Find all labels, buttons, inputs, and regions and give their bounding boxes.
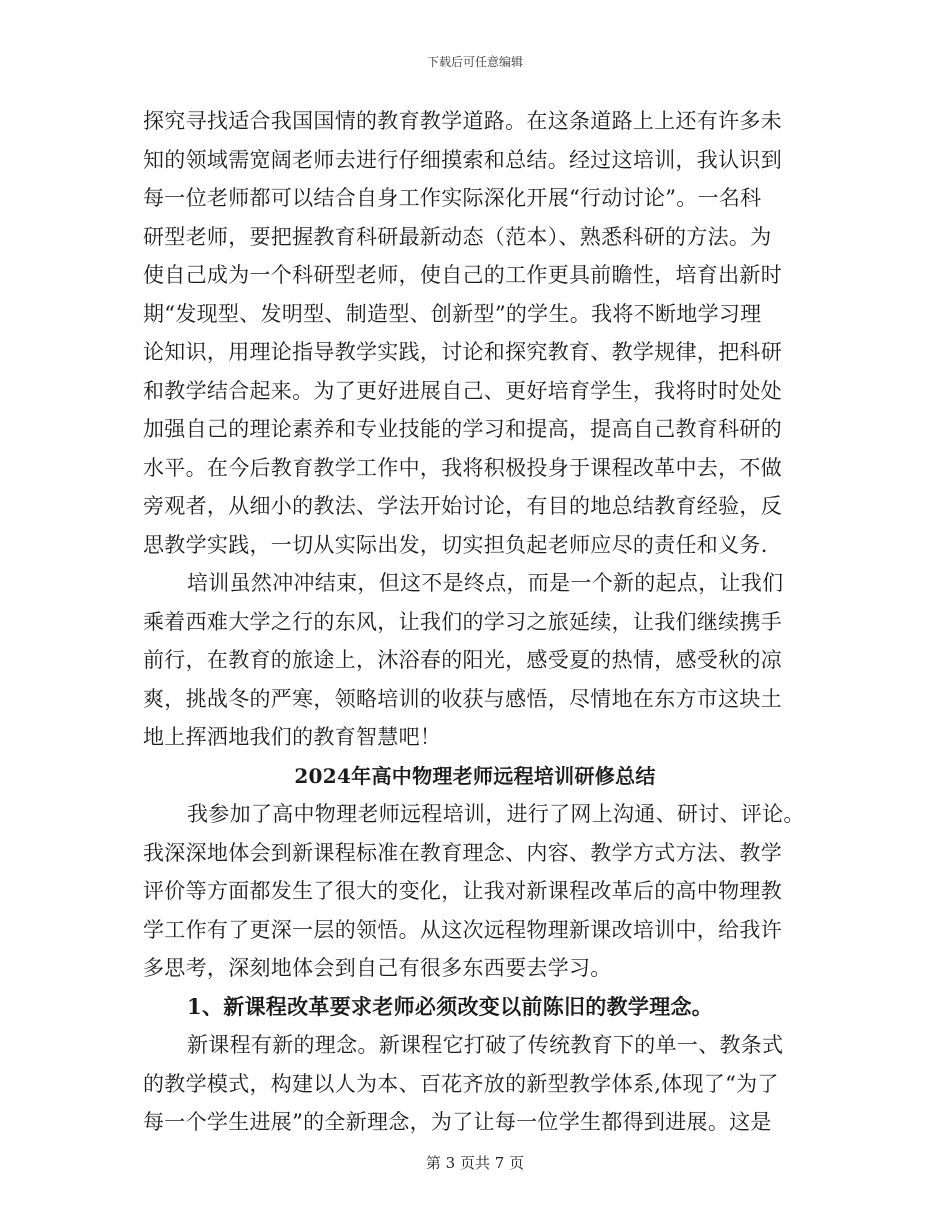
document-body bbox=[143, 102, 807, 1142]
paragraph-start-line: 新课程有新的理念。新课程它打破了传统教育下的单一、教条式 bbox=[187, 1033, 784, 1057]
text-line: 前行，在教育的旅途上，沐浴春的阳光，感受夏的热情，感受秋的凉 bbox=[143, 648, 782, 672]
text-line: 论知识，用理论指导教学实践，讨论和探究教育、教学规律，把科研 bbox=[143, 340, 782, 364]
text-line: 多思考，深刻地体会到自己有很多东西要去学习。 bbox=[143, 956, 612, 980]
page-footer: 第 3 页共 7 页 bbox=[425, 1154, 525, 1172]
section-heading: 1、新课程改革要求老师必须改变以前陈旧的教学理念。 bbox=[187, 993, 714, 1019]
text-line: 探究寻找适合我国国情的教育教学道路。在这条道路上上还有许多未 bbox=[143, 109, 782, 133]
text-line: 研型老师，要把握教育科研最新动态（范本）、熟悉科研的方法。为 bbox=[143, 224, 772, 249]
text-line: 地上挥洒地我们的教育智慧吧！ bbox=[143, 725, 442, 749]
text-line: 我深深地体会到新课程标准在教育理念、内容、教学方式方法、教学 bbox=[143, 840, 782, 865]
text-line: 知的领域需宽阔老师去进行仔细摸索和总结。经过这培训，我认识到 bbox=[143, 147, 782, 172]
text-line: 每一个学生进展”的全新理念，为了让每一位学生都得到进展。这是 bbox=[143, 1110, 772, 1134]
text-line: 爽，挑战冬的严寒，领略培训的收获与感悟，尽情地在东方市这块土 bbox=[143, 686, 782, 711]
text-line: 每一位老师都可以结合自身工作实际深化开展“行动讨论”。一名科 bbox=[143, 186, 762, 210]
text-line: 学工作有了更深一层的领悟。从这次远程物理新课改培训中，给我许 bbox=[143, 917, 782, 942]
page-header: 下载后可任意编辑 bbox=[426, 55, 523, 69]
text-line: 思教学实践，一切从实际出发，切实担负起老师应尽的责任和义务. bbox=[143, 532, 768, 557]
paragraph-start-line: 我参加了高中物理老师远程培训，进行了网上沟通、研讨、评论。 bbox=[187, 802, 805, 826]
section-title: 2024年高中物理老师远程培训研修总结 bbox=[294, 763, 656, 788]
text-line: 和教学结合起来。为了更好进展自己、更好培育学生，我将时时处处 bbox=[143, 378, 782, 403]
text-line: 评价等方面都发生了很大的变化，让我对新课程改革后的高中物理教 bbox=[143, 879, 782, 903]
text-line: 乘着西难大学之行的东风，让我们的学习之旅延续，让我们继续携手 bbox=[143, 609, 782, 634]
paragraph-start-line: 培训虽然冲冲结束，但这不是终点，而是一个新的起点，让我们 bbox=[187, 571, 784, 595]
text-line: 旁观者，从细小的教法、学法开始讨论，有目的地总结教育经验，反 bbox=[143, 494, 782, 518]
text-line: 使自己成为一个科研型老师，使自己的工作更具前瞻性，培育出新时 bbox=[143, 263, 782, 287]
text-line: 加强自己的理论素养和专业技能的学习和提高，提高自己教育科研的 bbox=[143, 417, 782, 441]
text-line: 的教学模式，构建以人为本、百花齐放的新型教学体系,体现了“为了 bbox=[143, 1071, 779, 1096]
text-line: 水平。在今后教育教学工作中，我将积极投身于课程改革中去，不做 bbox=[143, 455, 782, 480]
text-line: 期“发现型、发明型、制造型、创新型”的学生。我将不断地学习理 bbox=[143, 301, 762, 326]
